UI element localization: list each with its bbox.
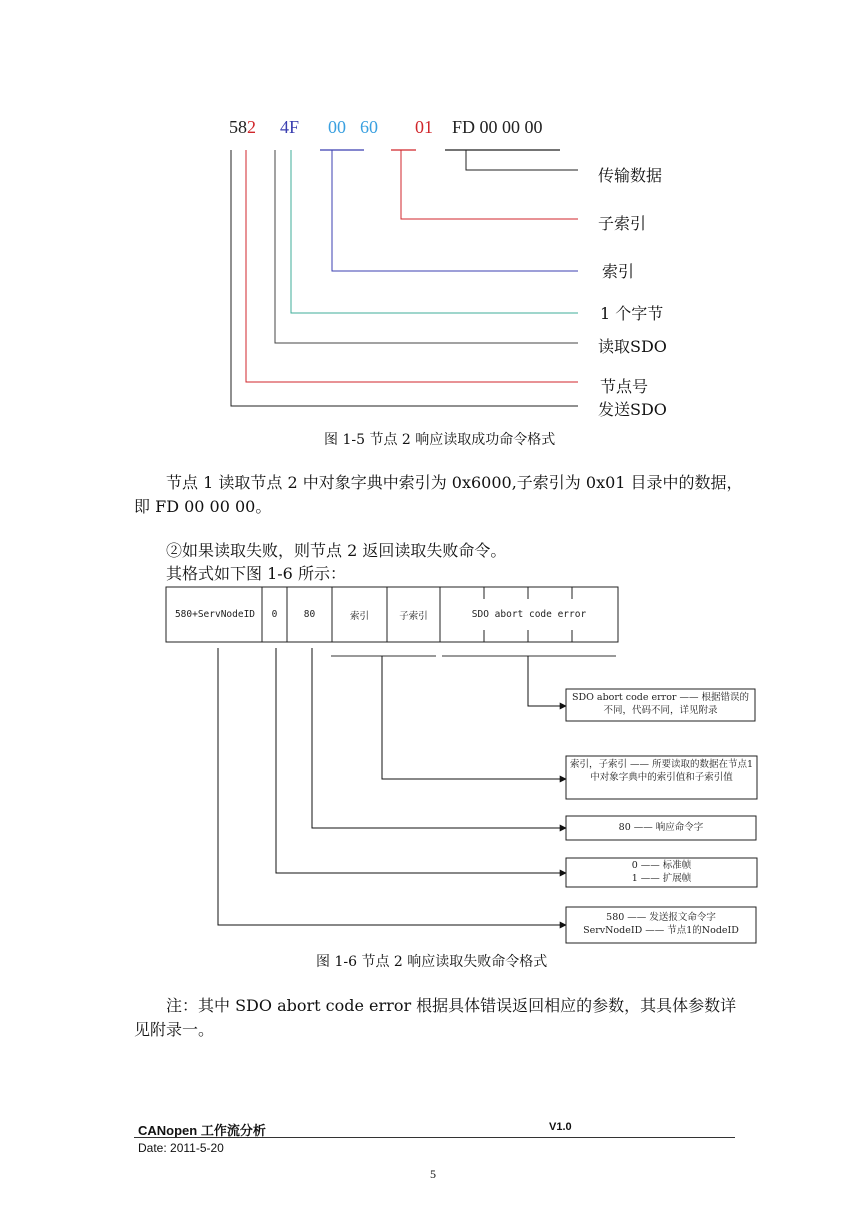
frame-subindex: 01 (415, 117, 433, 137)
label-node-number: 节点号 (600, 377, 649, 396)
page-number: 5 (430, 1167, 436, 1181)
note-abort-code: SDO abort code error —— 根据错误的不同，代码不同，详见附录 (571, 692, 750, 716)
note-send-command: 580 —— 发送报文命令字 ServNodeID —— 节点1的NodeID (583, 912, 739, 936)
cell-index: 索引 (349, 611, 369, 622)
frame-command: 4F (280, 117, 300, 137)
footer-title: CANopen 工作流分析 (138, 1123, 266, 1138)
frame-byte-58: 58 (229, 117, 247, 137)
footer-date: Date: 2011-5-20 (138, 1141, 224, 1155)
paragraph-read-result: 节点 1 读取节点 2 中对象字典中索引为 0x6000,子索引为 0x01 目录中的数据，即 FD 00 00 00。 (134, 473, 743, 516)
cell-subindex: 子索引 (399, 611, 428, 622)
cell-command-80: 80 (303, 609, 316, 620)
paragraph-format-intro: 其格式如下图 1-6 所示： (166, 564, 346, 583)
label-index: 索引 (602, 262, 635, 281)
footer-rule (134, 1137, 735, 1138)
label-subindex: 子索引 (598, 214, 647, 233)
footer-version: V1.0 (549, 1121, 572, 1133)
frame-index-high: 60 (360, 117, 378, 137)
label-send-sdo: 发送SDO (598, 400, 667, 419)
label-transfer-data: 传输数据 (598, 166, 663, 185)
frame-index-low: 00 (328, 117, 346, 137)
paragraph-read-failure: ②如果读取失败，则节点 2 返回读取失败命令。 (166, 541, 507, 560)
figure-caption-1-6: 图 1-6 节点 2 响应读取失败命令格式 (316, 954, 548, 970)
paragraph-note: 注：其中 SDO abort code error 根据具体错误返回相应的参数，其具体参数详见附录一。 (134, 996, 737, 1039)
frame-data: FD 00 00 00 (452, 117, 543, 137)
note-frame-type: 0 —— 标准帧 1 —— 扩展帧 (631, 860, 692, 884)
frame-node-id: 2 (247, 117, 256, 137)
cell-cob-id: 580+ServNodeID (174, 609, 256, 620)
figure-caption-1-5: 图 1-5 节点 2 响应读取成功命令格式 (324, 432, 556, 448)
note-response-command: 80 —— 响应命令字 (618, 822, 704, 833)
cell-abort-code: SDO abort code error (471, 609, 587, 620)
label-one-byte: 1 个字节 (600, 304, 664, 323)
note-index-subindex: 索引，子索引 —— 所要读取的数据在节点1中对象字典中的索引值和子索引值 (569, 759, 754, 783)
label-read-sdo: 读取SDO (598, 337, 667, 356)
cell-frame-type: 0 (271, 609, 278, 620)
